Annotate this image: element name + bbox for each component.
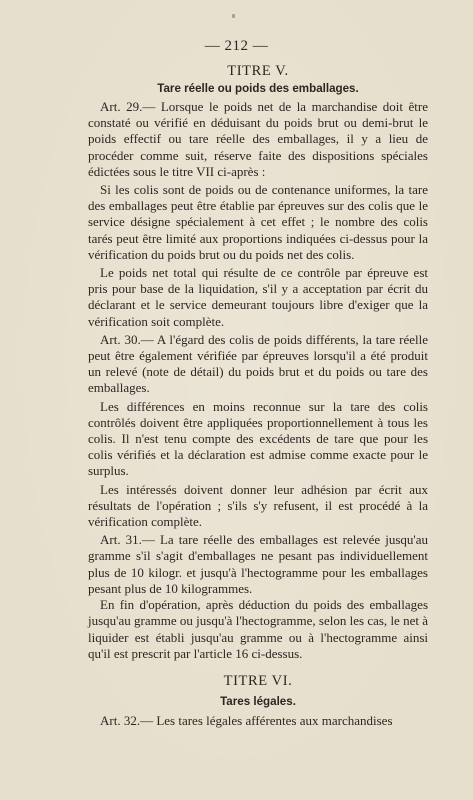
paragraph-art-31: Art. 31.— La tare réelle des emballages est relevée jusqu'au gramme s'il s'agit d'emballages ne pesant pas individuellement plus de 10 kilogr. et jusqu'à l'hectogramme pour les emballages pesant plus de 10 kilogrammes.	[88, 532, 428, 596]
paragraph-poids-net-total: Le poids net total qui résulte de ce contrôle par épreuve est pris pour base de la liquidation, s'il y a acceptation par écrit du déclarant et le service demeurant toujours libre d'exiger que la vérification soit complète.	[88, 265, 428, 329]
section-subtitle-tare-reelle: Tare réelle ou poids des emballages.	[157, 82, 359, 95]
paragraph-art-32: Art. 32.— Les tares légales afférentes aux marchandises	[100, 712, 393, 728]
page-number: — 212 —	[204, 38, 269, 54]
section-title-titre-v: TITRE V.	[227, 63, 289, 79]
paragraph-fin-operation: En fin d'opération, après déduction du poids des emballages jusqu'au gramme ou jusqu'à l'hectogramme, selon les cas, le net à liquider est établi jusqu'au gramme ou à l'hectogramme ainsi qu'il est prescrit par l'article 16 ci-dessus.	[88, 597, 428, 661]
paragraph-art-30: Art. 30.— A l'égard des colis de poids différents, la tare réelle peut être également vérifiée par épreuves lorsqu'il a été produit un relevé (note de détail) du poids brut et du poids ou tare des emballages.	[88, 331, 428, 396]
paragraph-colis-uniformes: Si les colis sont de poids ou de contenance uniformes, la tare des emballages peut être établie par épreuves sur des colis que le service désigne spécialement à cet effet ; le nombre des colis tarés peut être limité aux proportions indiquées ci-dessus pour la vérification du poids brut ou du poids net des colis.	[88, 182, 428, 262]
text-column	[88, 62, 428, 729]
section-title-titre-vi: TITRE VI.	[223, 672, 293, 689]
paragraph-differences: Les différences en moins reconnue sur la tare des colis contrôlés doivent être appliquées proportionnellement à tous les colis. Il n'est tenu compte des excédents de tare que pour les colis vérifiés et la déclaration est admise comme exacte pour le surplus.	[88, 398, 428, 479]
paragraph-interesses: Les intéressés doivent donner leur adhésion par écrit aux résultats de l'opération ; s'ils s'y refusent, il est procédé à la vérification complète.	[88, 481, 428, 530]
ink-speck	[232, 14, 235, 18]
paragraph-art-29: Art. 29.— Lorsque le poids net de la marchandise doit être constaté ou vérifié en déduisant du poids brut ou demi-brut le poids effectif ou tare réelle des emballages, il y a lieu de procéder comme suit, réserve faite des dispositions spéciales édictées sous le titre VII ci-après :	[88, 99, 428, 179]
section-subtitle-tares-legales: Tares légales.	[220, 694, 296, 708]
